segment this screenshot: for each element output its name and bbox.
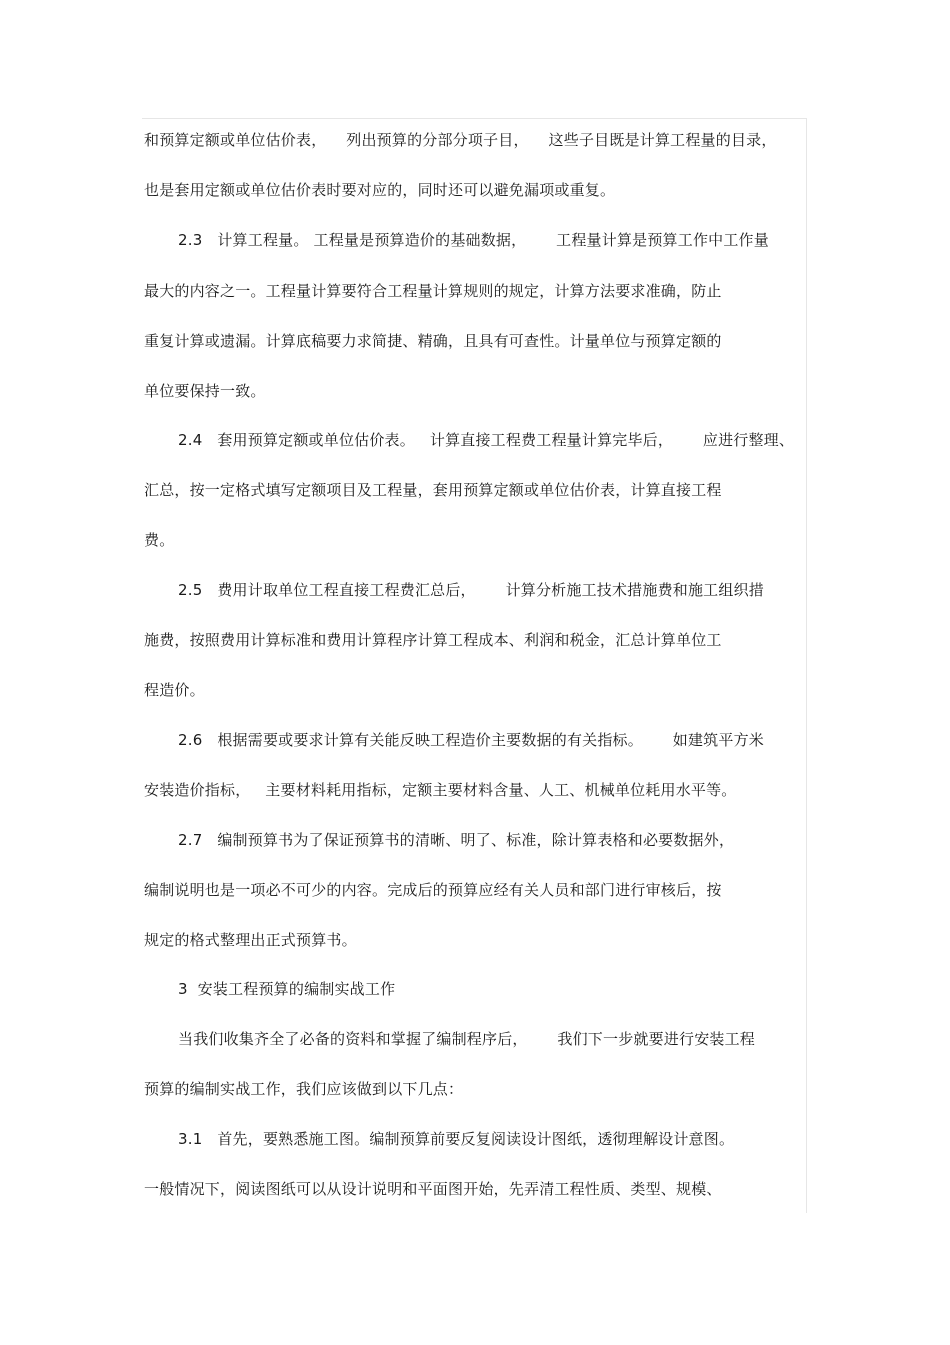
text-line: 和预算定额或单位估价表， 列出预算的分部分项子目， 这些子目既是计算工程量的目录， (144, 131, 777, 149)
text-line: 规定的格式整理出正式预算书。 (144, 931, 357, 949)
text-line: 安装造价指标， 主要材料耗用指标，定额主要材料含量、人工、机械单位耗用水平等。 (144, 781, 737, 799)
text-line: 最大的内容之一。工程量计算要符合工程量计算规则的规定，计算方法要求准确，防止 (144, 282, 722, 300)
text-line: 重复计算或遗漏。计算底稿要力求简捷、精确，且具有可查性。计量单位与预算定额的 (144, 332, 722, 350)
text-line: 编制说明也是一项必不可少的内容。完成后的预算应经有关人员和部门进行审核后，按 (144, 881, 722, 899)
section-2-4-line: 2.4 套用预算定额或单位估价表。 计算直接工程费工程量计算完毕后， 应进行整理、 (178, 431, 795, 449)
text-line: 程造价。 (144, 681, 205, 699)
section-2-6-line: 2.6 根据需要或要求计算有关能反映工程造价主要数据的有关指标。 如建筑平方米 (178, 731, 764, 749)
text-line: 一般情况下，阅读图纸可以从设计说明和平面图开始，先弄清工程性质、类型、规模、 (144, 1180, 722, 1198)
text-line: 预算的编制实战工作，我们应该做到以下几点： (144, 1080, 464, 1098)
text-line: 单位要保持一致。 (144, 382, 266, 400)
section-2-5-line: 2.5 费用计取单位工程直接工程费汇总后， 计算分析施工技术措施费和施工组织措 (178, 581, 764, 599)
text-line: 费。 (144, 531, 175, 549)
text-line: 也是套用定额或单位估价表时要对应的，同时还可以避免漏项或重复。 (144, 181, 616, 199)
text-line: 施费，按照费用计算标准和费用计算程序计算工程成本、利润和税金，汇总计算单位工 (144, 631, 722, 649)
section-2-7-line: 2.7 编制预算书为了保证预算书的清晰、明了、标准，除计算表格和必要数据外， (178, 831, 735, 849)
section-2-3-line: 2.3 计算工程量。 工程量是预算造价的基础数据， 工程量计算是预算工作中工作量 (178, 231, 769, 249)
section-3-heading: 3 安装工程预算的编制实战工作 (178, 980, 396, 998)
text-line: 当我们收集齐全了必备的资料和掌握了编制程序后， 我们下一步就要进行安装工程 (178, 1030, 756, 1048)
section-3-1-line: 3.1 首先，要熟悉施工图。编制预算前要反复阅读设计图纸，透彻理解设计意图。 (178, 1130, 735, 1148)
text-line: 汇总，按一定格式填写定额项目及工程量，套用预算定额或单位估价表，计算直接工程 (144, 481, 722, 499)
